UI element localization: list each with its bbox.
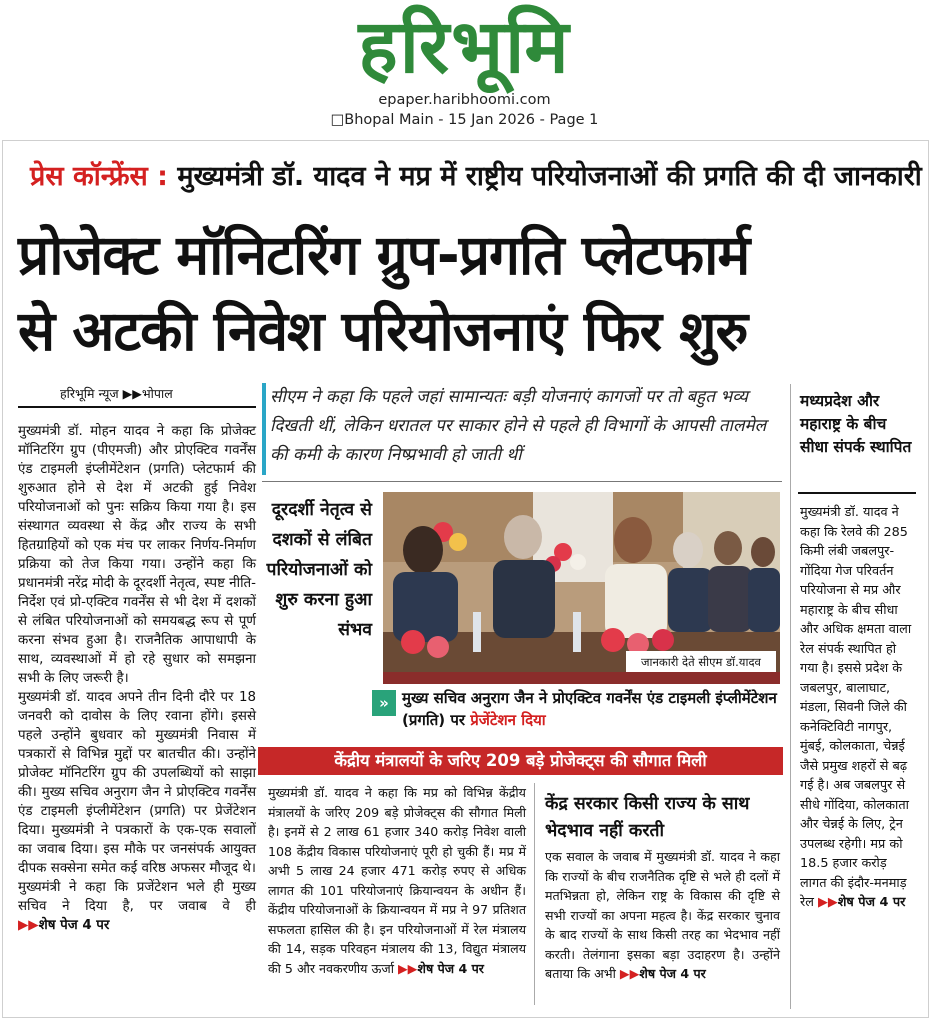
continue-arrow-icon: ▶▶: [619, 966, 640, 981]
photo-caption-headline: [402, 687, 782, 731]
continued-link[interactable]: [398, 961, 484, 976]
subheading-3-rule: [798, 492, 916, 494]
continued-link[interactable]: [620, 966, 706, 981]
col2-text: मुख्यमंत्री डॉ. यादव ने कहा कि मप्र को विभिन्न केंद्रीय मंत्रालयों के जरिए 209 बड़े प्रोजेक्ट्स की सौगात मिली है। इनमें से 2 लाख 61 हजार 340 करोड़ निवेश वाली 108 केंद्रीय विकास परियोजनाएं पूरी हो चुकी हैं। मप्र में अभी 5 लाख 24 हजार 471 करोड़ रुपए से अधिक लागत की 101 परियोजनाएं क्रियान्वयन के अधीन हैं। केंद्रीय परियोजनाओं के क्रियान्वयन में मप्र ने 97 प्रतिशत सफलता हासिल की है। इन परियोजनाओं में रेल मंत्रालय की 14, सड़क परिवहन मंत्रालय की 13, विद्युत मंत्रालय की 5 और नवकरणीय ऊर्जा: [268, 785, 526, 976]
body-paragraph-2-text: मुख्यमंत्री डॉ. यादव अपने तीन दिनी दौरे पर 18 जनवरी को दावोस के लिए रवाना होंगे। इससे पहले उन्होंने बुधवार को मुख्यमंत्री निवास में पत्रकारों से विभिन्न मुद्दों पर बातचीत की। उन्होंने प्रोजेक्ट मॉनिटरिंग ग्रुप की उपलब्धियों को साझा की। मुख्य सचिव अनुराग जैन ने प्रोएक्टिव गवर्नेंस एंड टाइमली इंप्लीमेंटेशन (प्रगति) पर प्रेजेंटेशन दिया। मुख्यमंत्री ने पत्रकारों के एक-एक सवालों का जवाब दिया। इस मौके पर जनसंपर्क आयुक्त दीपक सक्सेना समेत कई वरिष्ठ अफसर मौजूद थे। मुख्यमंत्री ने कहा कि प्रजेंटेशन भले ही मुख्य सचिव ने दिया है, पर जवाब वे ही: [18, 690, 256, 914]
continued-link[interactable]: [18, 918, 109, 933]
body-paragraph-2: [18, 688, 256, 935]
pull-quote: सीएम ने कहा कि पहले जहां सामान्यतः बड़ी योजनाएं कागजों पर तो बहुत भव्य दिखती थीं, लेकिन धरातल पर साकार होने से पहले ही विभागों के आपसी तालमेल की कमी के कारण निष्प्रभावी हो जाती थीं: [270, 387, 767, 465]
continued-text: शेष पेज 4 पर: [38, 918, 110, 933]
caption-strip: [383, 672, 780, 684]
photo-caption: जानकारी देते सीएम डॉ.यादव: [626, 651, 776, 673]
quote-divider: [262, 481, 782, 482]
continue-arrow-icon: ▶▶: [398, 960, 418, 976]
epaper-url[interactable]: epaper.haribhoomi.com: [378, 92, 551, 108]
caption-arrow-icon: »: [372, 690, 396, 716]
kicker-label: प्रेस कॉन्फ्रेंस :: [30, 161, 168, 192]
continued-text: शेष पेज 4 पर: [639, 966, 706, 981]
quote-accent-bar: [262, 383, 266, 475]
kicker-text: मुख्यमंत्री डॉ. यादव ने मप्र में राष्ट्रीय परियोजनाओं की प्रगति की दी जानकारी: [177, 161, 922, 192]
body-column-1: [18, 422, 256, 935]
continued-text: शेष पेज 4 पर: [837, 895, 906, 910]
section-banner: केंद्रीय मंत्रालयों के जरिए 209 बड़े प्रोजेक्ट्स की सौगात मिली: [258, 747, 783, 775]
body-column-2: [268, 783, 526, 978]
continued-link[interactable]: [818, 895, 905, 910]
body-column-4: [800, 503, 914, 913]
continued-text: शेष पेज 4 पर: [417, 960, 484, 976]
caption-black-text: मुख्य सचिव अनुराग जैन ने प्रोएक्टिव गवर्नेंस एंड टाइमली इंप्लीमेंटेशन (प्रगति) पर: [402, 689, 777, 729]
headline-line-1: प्रोजेक्ट मॉनिटरिंग ग्रुप-प्रगति प्लेटफार्म: [18, 223, 750, 287]
body-paragraph-1: मुख्यमंत्री डॉ. मोहन यादव ने कहा कि प्रोजेक्ट मॉनिटरिंग ग्रुप (पीएमजी) और प्रोएक्टिव गवर्नेंस एंड टाइमली इंप्लीमेंटेशन (प्रगति) प्लेटफार्म की शुरुआत होने से देश में अटकी हुई निवेश परियोजनाओं को पुनः सक्रिय किया गया है। इस संस्थागत व्यवस्था से केंद्र और राज्य के सभी हितग्राहियों को एक मंच पर लाकर निर्णय-निर्माण प्रक्रिया को तेज किया गया। उन्होंने कहा कि प्रधानमंत्री नरेंद्र मोदी के दूरदर्शी नेतृत्व, स्पष्ट नीति-निर्देश एवं प्रो-एक्टिव गवर्नेंस से भी देश में दशकों से लंबित परियोजनाओं को समयबद्ध रूप से पूर्ण करना संभव हुआ है। राजनैतिक आपाधापी के साथ, व्यवस्थाओं में हो रहे सुधार को समझना सभी के लिए जरूरी है।: [18, 424, 256, 686]
continue-arrow-icon: ▶▶: [818, 895, 838, 910]
kicker-line: [30, 156, 922, 198]
caption-red-text: प्रेजेंटेशन दिया: [470, 711, 546, 729]
col4-text: मुख्यमंत्री डॉ. यादव ने कहा कि रेलवे की 285 किमी लंबी जबलपुर-गोंदिया गेज परिवर्तन परियोजना से मप्र और महाराष्ट्र के बीच सीधा और अधिक क्षमता वाला रेल संपर्क स्थापित हो गया है। इससे प्रदेश के जबलपुर, बालाघाट, मंडला, सिवनी जिले की कनेक्टिविटी नागपुर, मुंबई, कोलकाता, चेन्नई जैसे प्रमुख शहरों से बढ़ गई है। अब जबलपुर से सीधे गोंदिया, कोलकाता और चेन्नई के लिए, ट्रेन उपलब्ध रहेगी। मप्र को 18.5 हजार करोड़ लागत की इंदौर-मनमाड़ रेल: [800, 505, 912, 910]
col3-text: एक सवाल के जवाब में मुख्यमंत्री डॉ. यादव ने कहा कि राज्यों के बीच राजनैतिक दृष्टि से भले ही दलों में मतभिन्नता हो, लेकिन राष्ट्र के विकास की दृष्टि से सभी राज्यों का अपना महत्व है। केंद्र सरकार चुनाव के बाद राज्यों के साथ किसी तरह का भेदभाव नहीं करती। तेलंगाना इसका बड़ा उदाहरण है। उन्होंने बताया कि अभी: [545, 849, 780, 981]
side-highlight: दूरदर्शी नेतृत्व से दशकों से लंबित परियोजनाओं को शुरु करना हुआ संभव: [266, 500, 372, 640]
photo-illustration: [383, 492, 780, 672]
press-conference-photo[interactable]: [383, 492, 780, 672]
edition-info: □Bhopal Main - 15 Jan 2026 - Page 1: [330, 112, 599, 128]
headline-line-2: से अटकी निवेश परियोजनाएं फिर शुरु: [18, 299, 748, 363]
continue-arrow-icon: ▶▶: [18, 918, 39, 933]
subheading-2: केंद्र सरकार किसी राज्य के साथ भेदभाव नहीं करती: [545, 794, 750, 841]
body-column-3: [545, 847, 780, 984]
subheading-3: मध्यप्रदेश और महाराष्ट्र के बीच सीधा संपर्क स्थापित: [800, 392, 912, 456]
right-column-rule: [790, 384, 791, 1009]
byline: हरिभूमि न्यूज ▶▶भोपाल: [60, 386, 173, 401]
column-divider: [534, 783, 535, 1005]
byline-rule: [18, 406, 256, 408]
haribhoomi-logo[interactable]: हरिभूमि: [358, 4, 571, 90]
